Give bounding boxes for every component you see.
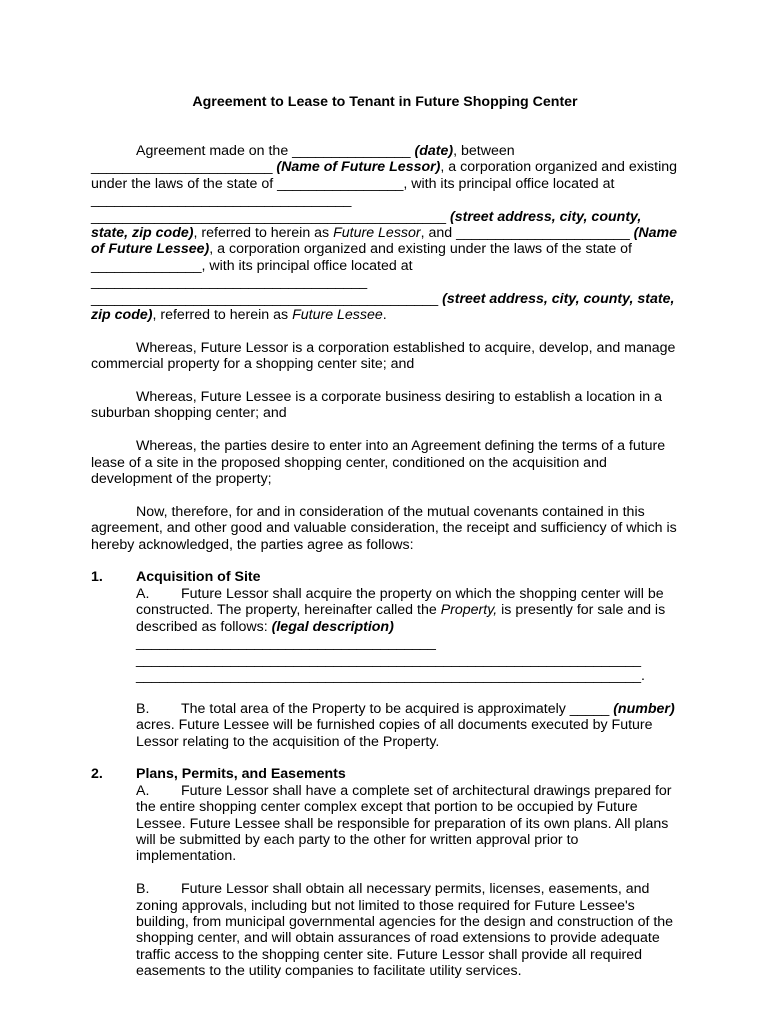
clause-2b-text: Future Lessor shall obtain all necessary permits, licenses, easements, and zoning approvals, including but not limited to those required for Future Lessee's building, from municipal governmental agencies for the design and construction of the shopping center, and will obtain assurances of road extensions to provide adequate traffic access to the shopping center site. Future Lessor shall provide all required easements to the utility companies to facilitate utility services. — [136, 881, 674, 980]
clause-b-label: B. — [136, 881, 150, 898]
now-therefore-paragraph: Now, therefore, for and in consideration of the mutual covenants contained in this agreement, and other good and valuable consideration, the receipt and sufficiency of which is hereby acknowledged, the parties agree as follows: — [91, 503, 677, 553]
section-1-clause-a — [91, 586, 681, 684]
clause-a-label: A. — [136, 585, 150, 602]
section-2-heading — [91, 766, 681, 782]
intro-text-5: , and ______________________ — [420, 225, 634, 242]
legal-description-line-3: ________________________________________________________________. — [136, 667, 645, 684]
section-2-clause-a — [91, 783, 681, 865]
whereas-paragraph-1: Whereas, Future Lessor is a corporation established to acquire, develop, and manage commercial property for a shopping center site; and — [91, 339, 676, 373]
intro-text-7: , referred to herein as — [152, 307, 293, 324]
section-1-heading — [91, 569, 681, 585]
intro-text-6: , a corporation organized and existing under the laws of the state of ______________, with its principal office located at ___________________________________ ____________________________________________ — [91, 241, 633, 307]
legal-description-line-2: ________________________________________________________________ — [136, 651, 641, 668]
clause-a-label: A. — [136, 782, 150, 799]
legal-description-label: (legal description) — [271, 618, 394, 635]
lessee-name-label: (Name of Future Lessee) — [91, 225, 678, 258]
intro-text-4: , referred to herein as — [193, 225, 334, 242]
section-2-title: Plans, Permits, and Easements — [136, 766, 346, 783]
address-label-1: (street address, city, county, state, zip code) — [91, 208, 642, 242]
document-body — [91, 143, 681, 996]
whereas-paragraph-3: Whereas, the parties desire to enter into an Agreement defining the terms of a future lease of a site in the proposed shopping center, conditioned on the acquisition and development of the property; — [91, 438, 666, 488]
clause-1a-text-2: is presently for sale and is described as follows: — [136, 602, 666, 635]
address-label-2: (street address, city, county, state, zip code) — [91, 290, 675, 324]
future-lessor-term: Future Lessor — [333, 225, 421, 242]
document-title: Agreement to Lease to Tenant in Future Shopping Center — [192, 94, 578, 110]
section-1-title: Acquisition of Site — [136, 569, 261, 586]
section-2-number: 2. — [91, 766, 103, 783]
intro-paragraph — [91, 143, 681, 323]
intro-text-2: , between _______________________ — [91, 143, 515, 176]
clause-b-label: B. — [136, 700, 150, 717]
lessor-name-label: (Name of Future Lessor) — [276, 159, 441, 176]
property-term: Property, — [440, 602, 498, 619]
clause-1a-text-3: ______________________________________ — [136, 635, 436, 652]
clause-1b-text-2: acres. Future Lessee will be furnished copies of all documents executed by Future Lessor relating to the acquisition of the Property. — [136, 717, 653, 750]
clause-1a-text-1: Future Lessor shall acquire the property on which the shopping center will be constructed. The property, hereinafter called the — [136, 585, 664, 619]
intro-text-1: Agreement made on the _______________ — [136, 143, 415, 159]
intro-text-8: . — [382, 307, 387, 324]
future-lessee-term: Future Lessee — [292, 307, 383, 324]
clause-1b-text-1: The total area of the Property to be acquired is approximately _____ — [181, 700, 614, 717]
date-label: (date) — [414, 143, 454, 159]
clause-2a-text: Future Lessor shall have a complete set of architectural drawings prepared for the entire shopping center complex except that portion to be occupied by Future Lessee. Future Lessee shall be responsible for preparation of its own plans. All plans will be submitted by each party to the other for written approval prior to implementation. — [136, 782, 672, 865]
section-1-number: 1. — [91, 569, 103, 586]
number-label: (number) — [613, 700, 675, 717]
intro-text-3: , a corporation organized and existing under the laws of the state of ________________, with its principal office located at _________________________________ _____________________________________________ — [91, 159, 677, 225]
section-2-clause-b — [91, 881, 681, 979]
whereas-paragraph-2: Whereas, Future Lessee is a corporate business desiring to establish a location in a suburban shopping center; and — [91, 389, 663, 422]
section-1-clause-b — [91, 701, 681, 750]
